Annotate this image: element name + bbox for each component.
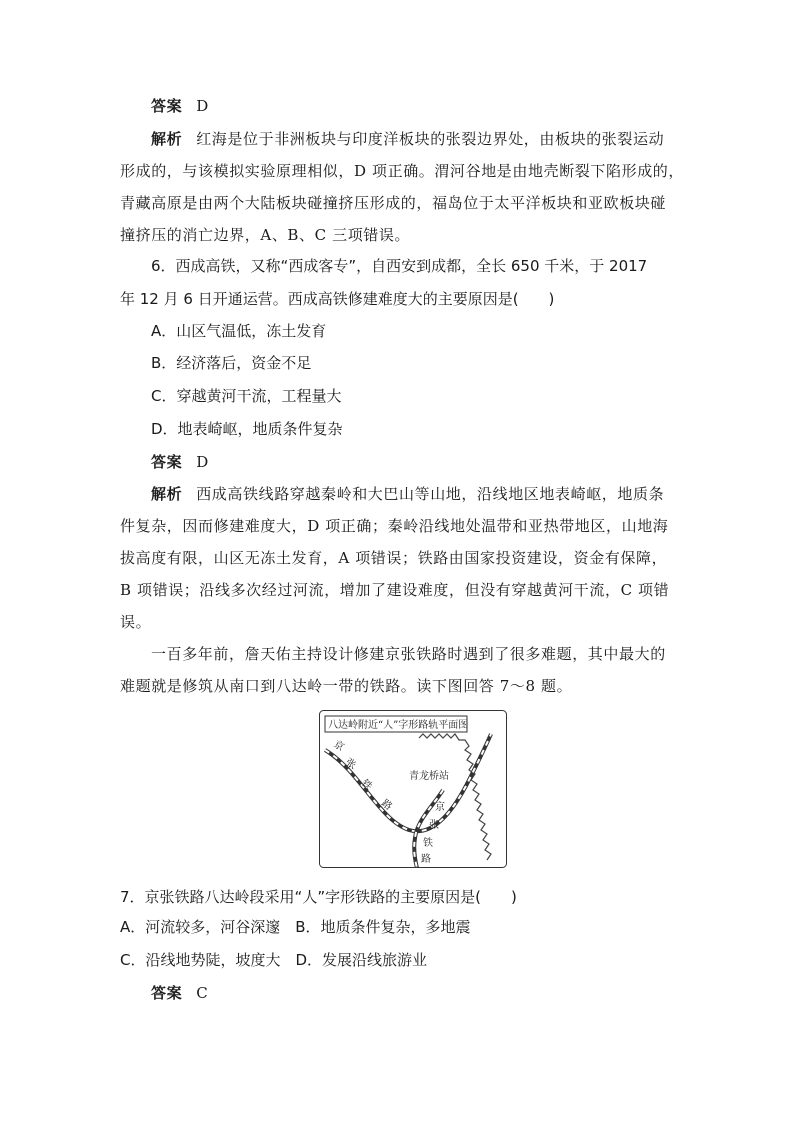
station-label: 青龙桥站: [409, 771, 449, 782]
q6-option-b: B．经济落后，资金不足: [151, 354, 312, 372]
answer-value: C: [196, 984, 208, 1002]
q6-answer: [151, 452, 707, 472]
q6-option-d: D．地表崎岖，地质条件复杂: [151, 420, 343, 438]
rail-label-bottom-4: 路: [421, 854, 431, 865]
railway-map-figure: [319, 710, 507, 868]
q6-analysis-line-3: 拔高度有限，山区无冻土发育，A 项错误；铁路由国家投资建设，资金有保障，: [120, 549, 668, 567]
answer-label: 答案: [151, 984, 183, 1002]
q6-analysis-line-5: 误。: [120, 613, 152, 631]
q5-analysis-line-1: [151, 129, 676, 149]
q6-option-c: C．穿越黄河干流，工程量大: [151, 387, 342, 405]
analysis-label: 解析: [151, 130, 183, 148]
q6-stem-line-1: 6．西成高铁，又称“西成客专”，自西安到成都，全长 650 千米，于 2017: [151, 257, 648, 275]
rail-label-left-3: 铁: [359, 777, 374, 793]
q6-analysis-line-2: 件复杂，因而修建难度大，D 项正确；秦岭沿线地处温带和亚热带地区，山地海: [120, 517, 669, 535]
q6-analysis-line-1: [151, 484, 676, 504]
q5-analysis-line-2: 形成的，与该模拟实验原理相似，D 项正确。渭河谷地是由地壳断裂下陷形成的，: [120, 162, 684, 180]
analysis-text: 红海是位于非洲板块与印度洋板块的张裂边界处，由板块的张裂运动: [196, 130, 665, 148]
rail-label-bottom-1: 京: [435, 802, 445, 813]
railway-map: [319, 710, 507, 868]
rail-label-left-4: 路: [379, 797, 394, 813]
q7-options-row-1: A．河流较多，河谷深邃 B．地质条件复杂，多地震: [120, 918, 471, 936]
q6-stem-line-2: 年 12 月 6 日开通运营。西成高铁修建难度大的主要原因是( ): [120, 290, 555, 308]
q5-analysis-line-3: 青藏高原是由两个大陆板块碰撞挤压形成的，福岛位于太平洋板块和亚欧板块碰: [120, 194, 667, 212]
answer-value: D: [196, 453, 209, 471]
q5-answer: [151, 96, 707, 116]
q7-options-row-2: C．沿线地势陡，坡度大 D．发展沿线旅游业: [120, 951, 428, 969]
q7-answer: [151, 983, 707, 1003]
rail-label-bottom-3: 铁: [423, 838, 433, 849]
rail-label-bottom-2: 张: [429, 820, 439, 831]
q7-stem: 7．京张铁路八达岭段采用“人”字形铁路的主要原因是( ): [120, 888, 517, 906]
analysis-label: 解析: [151, 485, 183, 503]
answer-label: 答案: [151, 453, 183, 471]
rail-label-left-2: 张: [343, 757, 358, 772]
answer-label: 答案: [151, 97, 183, 115]
q5-analysis-line-4: 撞挤压的消亡边界，A、B、C 三项错误。: [120, 226, 411, 244]
answer-value: D: [196, 97, 209, 115]
q6-option-a: A．山区气温低，冻土发育: [151, 322, 327, 340]
figure-title: 八达岭附近“人”字形路轨平面图: [328, 720, 469, 731]
q6-analysis-line-4: B 项错误；沿线多次经过河流，增加了建设难度，但没有穿越黄河干流，C 项错: [120, 581, 670, 599]
rail-label-left-1: 京: [331, 739, 346, 754]
intro-line-1: 一百多年前，詹天佑主持设计修建京张铁路时遇到了很多难题，其中最大的: [151, 645, 666, 663]
analysis-text: 西成高铁线路穿越秦岭和大巴山等山地，沿线地区地表崎岖，地质条: [196, 485, 665, 503]
intro-line-2: 难题就是修筑从南口到八达岭一带的铁路。读下图回答 7～8 题。: [120, 677, 573, 695]
